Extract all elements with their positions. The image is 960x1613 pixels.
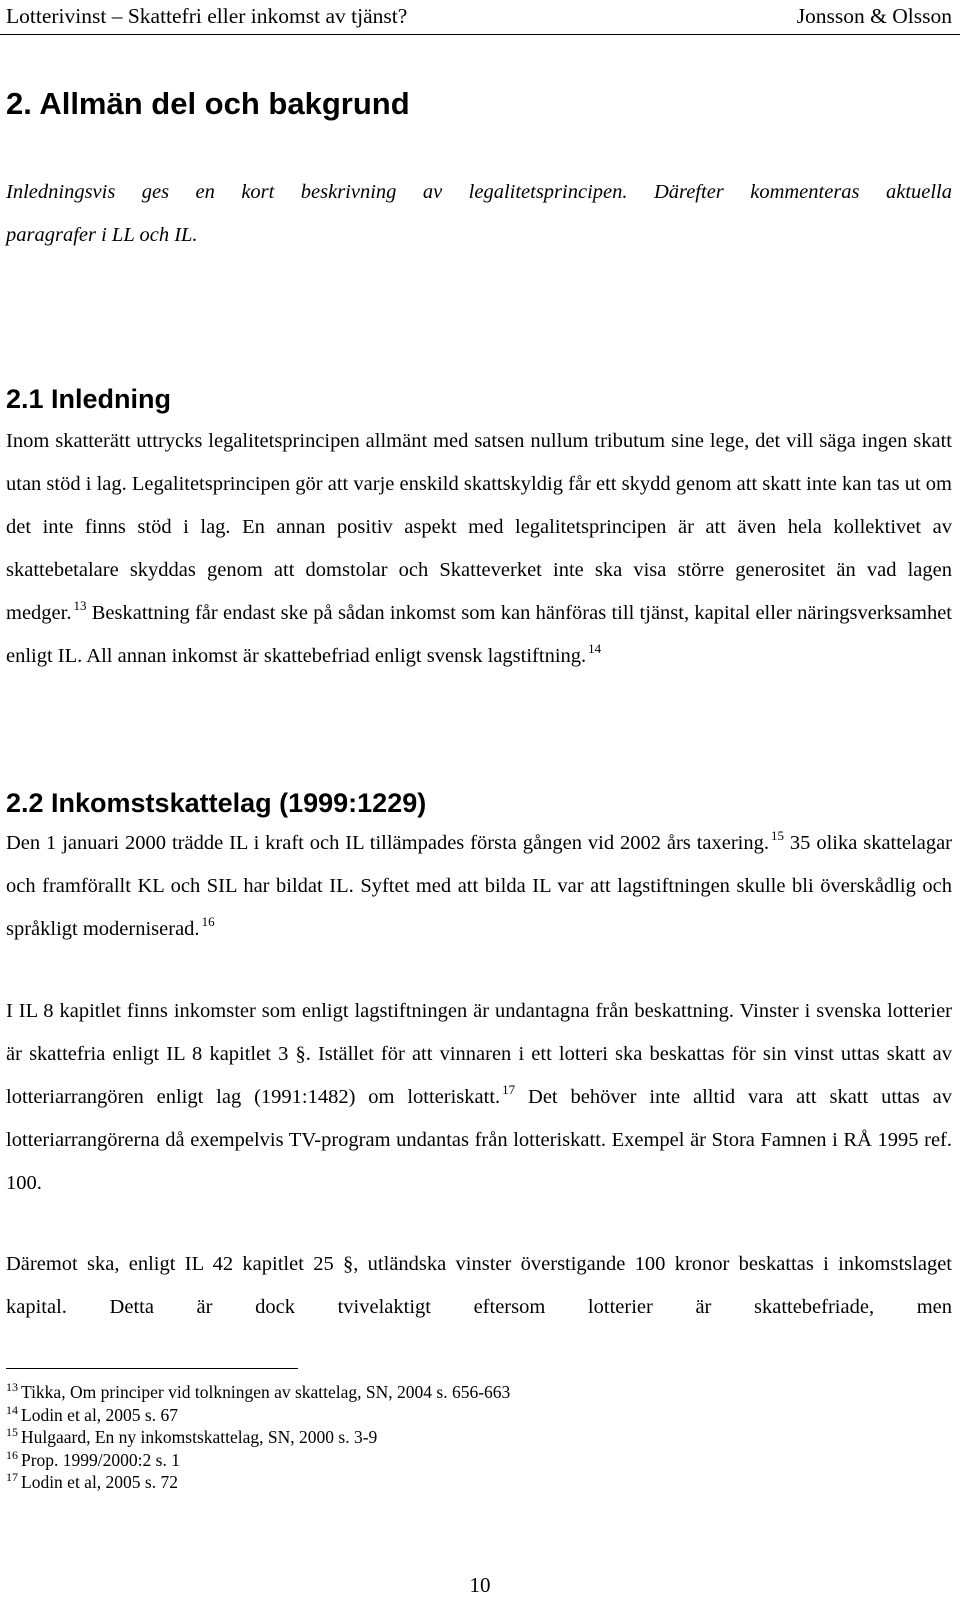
footnote-divider (6, 1368, 298, 1369)
footnote-number: 16 (6, 1447, 18, 1462)
subsection-heading-2-1: 2.1 Inledning (6, 384, 172, 414)
section-heading: 2. Allmän del och bakgrund (6, 86, 410, 121)
footnote-text: Tikka, Om principer vid tolkningen av skattelag, SN, 2004 s. 656-663 (21, 1382, 511, 1402)
section-intro (6, 171, 952, 257)
footnote-ref: 17 (502, 1082, 516, 1097)
paragraph-text: Det behöver inte alltid vara att skatt uttas av lotteriarrangörerna då exempelvis TV-program undantas från lotteriskatt. Exempel är Stora Famnen i RÅ 1995 ref. 100. (6, 1086, 953, 1194)
footnote-number: 17 (6, 1470, 18, 1484)
paragraph-2-2-c: Däremot ska, enligt IL 42 kapitlet 25 §, utländska vinster överstigande 100 kronor beskattas i inkomstslaget kapital. Detta är dock tvivelaktigt eftersom lotterier är skattebefriade, men (6, 1253, 952, 1318)
footnote-text: Hulgaard, En ny inkomstskattelag, SN, 2000 s. 3-9 (21, 1427, 378, 1447)
header-title: Lotterivinst – Skattefri eller inkomst av tjänst? (6, 4, 408, 28)
intro-line-2: paragrafer i LL och IL. (6, 224, 198, 246)
paragraph-text: Inom skatterätt uttrycks legalitetsprincipen allmänt med satsen nullum tributum sine lege, det vill säga ingen skatt utan stöd i lag. Legalitetsprincipen gör att varje enskild skattskyldig får ett skydd genom att skatt inte kan tas ut om det inte finns stöd i lag. En annan positiv aspekt med legalitetsprincipen är att även hela kollektivet av skattebetalare skyddas genom att domstolar och Skatteverket inte ska visa större generositet än vad lagen medger. (6, 430, 952, 624)
footnote-item (6, 1426, 510, 1449)
footnote-ref: 15 (771, 828, 784, 843)
footnote-item (6, 1449, 510, 1472)
subsection-heading-2-2: 2.2 Inkomstskattelag (1999:1229) (6, 788, 427, 818)
footnotes (6, 1381, 510, 1494)
footnote-ref: 16 (201, 914, 215, 929)
footnote-number: 15 (6, 1425, 18, 1439)
intro-line-1: Inledningsvis ges en kort beskrivning av legalitetsprincipen. Därefter kommenteras aktuella (6, 181, 952, 203)
header-authors: Jonsson & Olsson (796, 4, 952, 28)
footnote-number: 14 (6, 1402, 18, 1417)
footnote-ref: 13 (73, 598, 87, 613)
footnote-ref: 14 (588, 641, 602, 656)
paragraph-text: I IL 8 kapitlet finns inkomster som enligt lagstiftningen är undantagna från beskattning. Vinster i svenska lotterier är skattefria enligt IL 8 kapitlet 3 §. Istället för att vinnaren i ett lotteri ska beskattas för sin vinst uttas skatt av lotteriarrangören enligt lag (1991:1482) om lotteriskatt. (6, 1000, 952, 1108)
footnote-text: Prop. 1999/2000:2 s. 1 (21, 1449, 180, 1470)
paragraph-text: Den 1 januari 2000 trädde IL i kraft och IL tillämpades första gången vid 2002 års taxering. (6, 832, 769, 854)
footnote-number: 13 (6, 1380, 18, 1394)
paragraph-text: Beskattning får endast ske på sådan inkomst som kan hänföras till tjänst, kapital eller näringsverksamhet enligt IL. All annan inkomst är skattebefriad enligt svensk lagstiftning. (6, 602, 952, 667)
paragraph-2-2-a (6, 822, 952, 951)
footnote-item (6, 1404, 510, 1427)
page-number: 10 (469, 1573, 491, 1597)
paragraph-2-1 (6, 420, 952, 678)
paragraph-text: 35 olika skattelagar och framförallt KL och SIL har bildat IL. Syftet med att bilda IL var att lagstiftningen skulle bli överskådlig och språkligt moderniserad. (6, 832, 952, 940)
footnote-text: Lodin et al, 2005 s. 72 (21, 1472, 178, 1492)
footnote-text: Lodin et al, 2005 s. 67 (21, 1404, 178, 1425)
running-header (6, 2, 952, 32)
header-divider (0, 34, 960, 35)
paragraph-2-2-b (6, 990, 952, 1205)
footnote-item (6, 1471, 510, 1494)
footnote-item (6, 1381, 510, 1404)
